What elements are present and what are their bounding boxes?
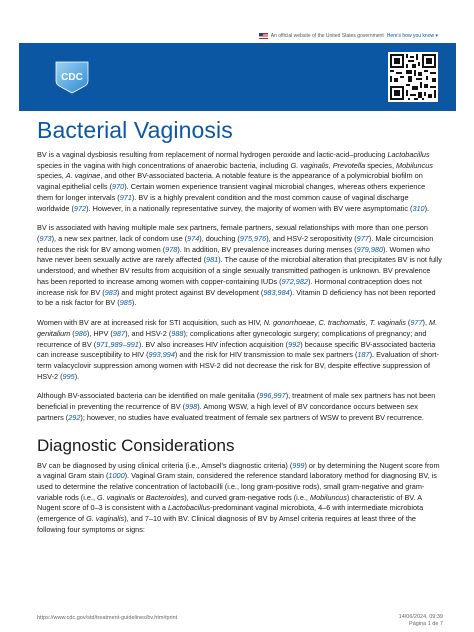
text-run: ). BV is a highly prevalent condition and the most common cause of vaginal discharge worldwide ( — [37, 192, 409, 213]
text-run: ), treatment of male sex partners has not been beneficial in preventing the recurrence of BV ( — [37, 391, 436, 412]
page-content — [37, 117, 442, 545]
italic-term: C. trachomatis — [318, 318, 366, 328]
citation-link[interactable]: 999 — [292, 460, 305, 470]
citation-link[interactable]: 310 — [412, 203, 425, 213]
italic-term: G. vaginalis — [290, 160, 329, 170]
citation-link[interactable]: 993,994 — [148, 350, 175, 360]
gov-banner — [259, 33, 438, 39]
italic-term: Prevotella — [332, 160, 366, 170]
text-run: ). However, in a nationally representative survey, the majority of women with BV were asymptomatic ( — [86, 203, 413, 213]
text-run: ). Evaluation of short-term valacyclovir suppression among women with HSV-2 did not decrease the risk for BV, despite effective suppression of HSV-2 ( — [37, 350, 439, 381]
text-run: ) or by determining the Nugent score from a vaginal Gram stain ( — [37, 460, 440, 481]
citation-link[interactable]: 979,980 — [356, 244, 384, 254]
text-run: ); however, no studies have evaluated treatment of female sex partners of WSW to prevent BV recurrence. — [80, 412, 424, 422]
citation-link[interactable]: 187 — [357, 350, 370, 360]
text-run: ( — [70, 328, 75, 338]
italic-term: Mobiluncus — [396, 160, 433, 170]
text-run: ) because specific BV-associated bacteria can increase susceptibility to HIV ( — [37, 339, 436, 360]
text-run: ); complications after gynecologic surgery; complications of pregnancy; and recurrence of BV ( — [37, 328, 427, 349]
italic-term: T. vaginalis — [369, 318, 406, 328]
text-run: ). — [131, 298, 137, 308]
text-run: ). Male circumcision reduces the risk for BV among women ( — [37, 234, 434, 254]
cdc-logo[interactable] — [55, 61, 89, 94]
citation-link[interactable]: 970 — [112, 182, 125, 192]
text-run: ). Vitamin D deficiency has not been reported to be a risk factor for BV ( — [37, 287, 436, 308]
site-header — [19, 43, 456, 111]
text-run: Although BV-associated bacteria can be identified on male genitalia ( — [37, 391, 260, 401]
us-flag-icon — [259, 33, 268, 39]
italic-term: M. genitalium — [37, 318, 438, 338]
text-run: ). Women who have never been sexually active are rarely affected ( — [37, 244, 430, 265]
logo-text: CDC — [61, 72, 83, 83]
italic-term: Bacteroides — [145, 492, 185, 502]
text-run: ). — [424, 203, 430, 213]
text-run: species, — [365, 160, 396, 170]
citation-link[interactable]: 983,984 — [263, 287, 290, 297]
page-number: Página 1 de 7 — [409, 621, 443, 628]
italic-term: G. vaginalis — [97, 492, 136, 502]
page-title: Bacterial Vaginosis — [37, 117, 233, 143]
text-run: ( — [405, 318, 411, 328]
citation-link[interactable]: 995 — [62, 371, 75, 381]
qr-code — [388, 52, 438, 102]
text-run: ). The cause of the microbial alteration that precipitates BV is not fully understood, and whether BV results from acquisition of a single sexually transmitted pathogen is unknown. BV prevalence has been reported to increase among women with copper-containing IUDs ( — [37, 255, 442, 286]
text-run: ), and HSV-2 seropositivity ( — [266, 234, 357, 244]
citation-link[interactable]: 992 — [288, 339, 301, 349]
text-run: ), — [422, 318, 430, 328]
print-url: https://www.cdc.gov/std/treatment-guidelines/bv.htm#print — [37, 615, 178, 621]
body-paragraph — [37, 461, 442, 536]
citation-link[interactable]: 987 — [112, 328, 126, 338]
body-paragraph — [37, 391, 442, 423]
text-run: species, — [37, 171, 66, 181]
section-heading: Diagnostic Considerations — [37, 435, 235, 455]
text-run: ), douching ( — [199, 234, 240, 244]
citation-link[interactable]: 972,982 — [281, 276, 308, 286]
body-paragraph — [37, 150, 442, 214]
citation-link[interactable]: 996,997 — [259, 391, 286, 401]
citation-link[interactable]: 985 — [119, 298, 132, 308]
citation-link[interactable]: 978 — [165, 244, 178, 254]
citation-link[interactable]: 973 — [39, 234, 52, 244]
text-run: ), and 7–10 with BV. Clinical diagnosis of BV by Amsel criteria requires at least three of the following four symptoms or signs: — [37, 514, 416, 534]
text-run: ). Vaginal Gram stain, considered the reference standard laboratory method for diagnosing BV, is used to determine the relative concentration of lactobacilli (i.e., long gram-positive rods), small gram-negative and gram-variable rods (i.e., — [37, 471, 437, 502]
text-run: , — [365, 318, 370, 328]
italic-term: Lactobacillus — [387, 150, 430, 159]
text-run: ). — [74, 371, 80, 381]
citation-link[interactable]: 983 — [104, 287, 117, 297]
print-meta — [399, 614, 443, 628]
text-run: , — [328, 160, 333, 170]
citation-link[interactable]: 977 — [410, 318, 423, 328]
text-run: ), a new sex partner, lack of condom use ( — [51, 234, 188, 244]
italic-term: Mobiluncus — [309, 492, 347, 502]
citation-link[interactable]: 972 — [73, 203, 87, 213]
text-run: ). In addition, BV prevalence increases during menses ( — [177, 244, 357, 254]
italic-term: G. vaginalis — [86, 514, 125, 524]
text-run: , — [314, 318, 319, 328]
text-run: BV is a vaginal dysbiosis resulting from replacement of normal hydrogen peroxide and lactic-acid–producing — [37, 150, 388, 159]
text-run: ). Certain women experience transient vaginal microbial changes, whereas others experience them for longer intervals ( — [37, 182, 426, 202]
citation-link[interactable]: 971 — [119, 192, 132, 202]
body-paragraph — [37, 223, 442, 309]
text-run: ) characteristic of BV. A Nugent score of 0–3 is consistent with a — [37, 492, 422, 513]
text-run: or — [135, 492, 146, 502]
text-run: ), HPV ( — [86, 328, 113, 338]
text-run: Women with BV are at increased risk for STI acquisition, such as HIV, — [37, 318, 264, 328]
text-run: ), and curved gram-negative rods (i.e., — [184, 492, 310, 502]
text-run: , and other BV-associated bacteria. A notable feature is the appearance of a polymicrobial biofilm on vaginal epithelial cells ( — [37, 171, 423, 192]
citation-link[interactable]: 975,976 — [239, 234, 267, 244]
citation-link[interactable]: 986 — [74, 328, 87, 338]
italic-term: A. vaginae — [65, 171, 101, 181]
citation-link[interactable]: 988 — [171, 328, 184, 338]
gov-banner-text: An official website of the United States government — [270, 33, 384, 39]
print-datetime: 14/06/2024, 09:39 — [398, 614, 443, 620]
citation-link[interactable]: 974 — [187, 234, 200, 244]
citation-link[interactable]: 971,989–991 — [96, 339, 139, 349]
text-run: -predominant vaginal microbiota, 4–6 with intermediate microbiota (emergence of — [37, 503, 424, 524]
text-run: ). Among WSW, a high level of BV concordance occurs between sex partners ( — [37, 402, 418, 422]
text-run: BV can be diagnosed by using clinical criteria (i.e., Amsel's diagnostic criteria) ( — [37, 460, 293, 470]
text-run: ) and the risk for HIV transmission to male sex partners ( — [174, 350, 358, 360]
text-run: ) and might protect against BV development ( — [116, 287, 264, 297]
text-run: ). Hormonal contraception does not increase risk for BV ( — [37, 276, 422, 297]
citation-link[interactable]: 1000 — [108, 471, 125, 481]
italic-term: N. gonorrhoeae — [263, 318, 315, 328]
italic-term: Lactobacillus — [168, 503, 211, 513]
text-run: species in the vagina with high concentrations of anaerobic bacteria, including — [37, 160, 291, 170]
text-run: ). BV also increases HIV infection acquisition ( — [138, 339, 289, 349]
text-run: BV is associated with having multiple male sex partners, female partners, sexual relationships with more than one person ( — [37, 223, 428, 244]
citation-link[interactable]: 292 — [68, 412, 81, 422]
text-run: ), and HSV-2 ( — [125, 328, 172, 338]
citation-link[interactable]: 981 — [206, 255, 219, 265]
heres-how-you-know-link[interactable]: Here's how you know ▾ — [386, 33, 438, 39]
body-paragraph — [37, 318, 442, 382]
citation-link[interactable]: 977 — [356, 234, 369, 244]
citation-link[interactable]: 998 — [185, 402, 198, 412]
